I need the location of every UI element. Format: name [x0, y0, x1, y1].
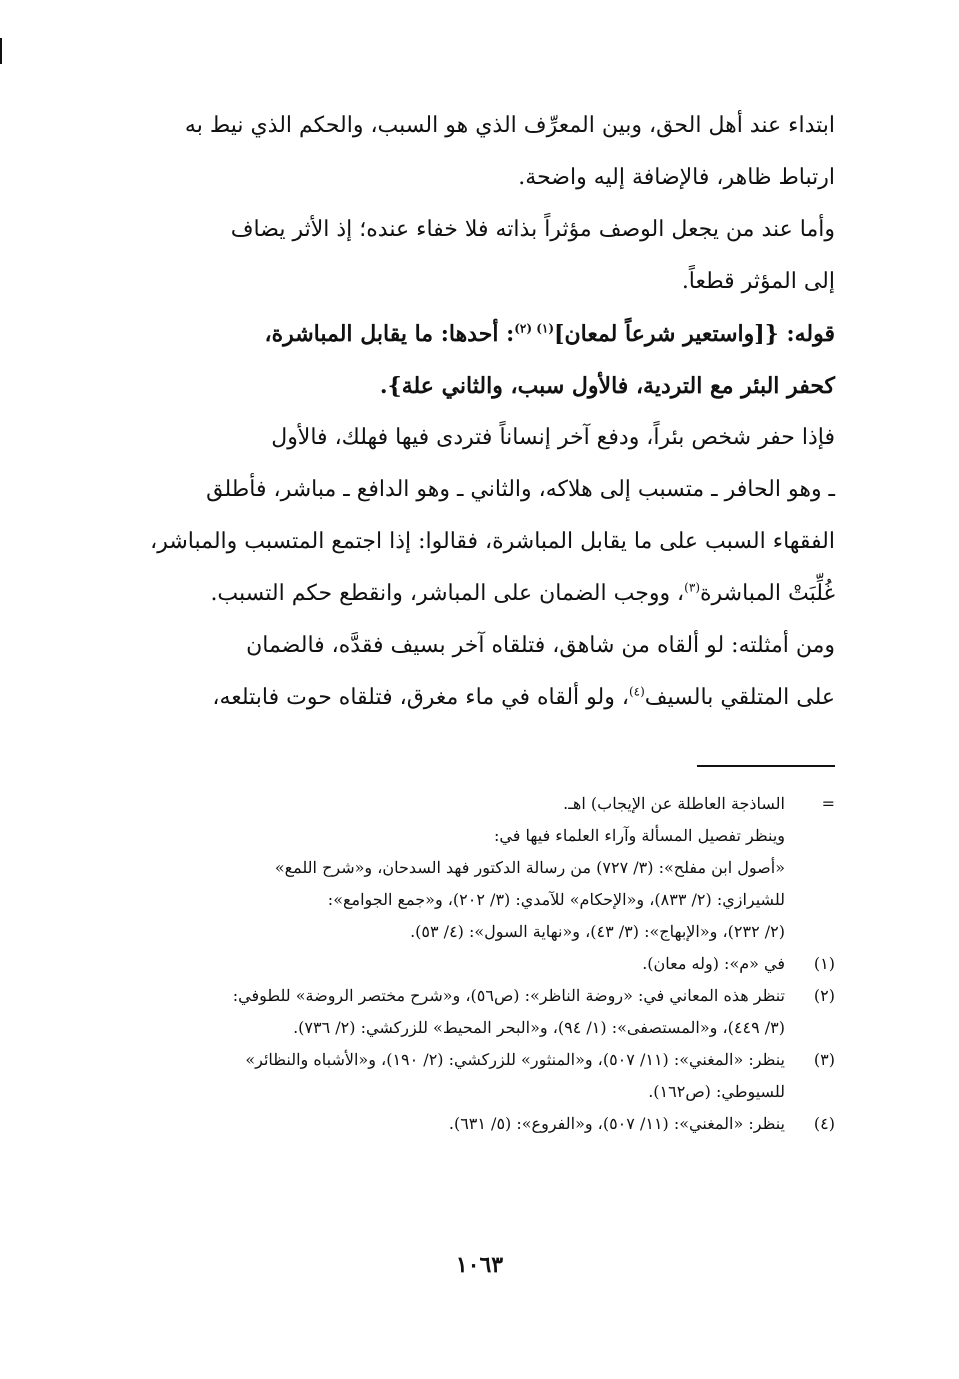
footnote-body: [137, 1108, 785, 1140]
page-number: ١٠٦٣: [455, 1252, 504, 1278]
text-line: فإذا حفر شخص بئراً، ودفع آخر إنساناً فتردى فيها فهلك، فالأول: [271, 425, 835, 450]
footnote-1: [137, 948, 835, 980]
quote-lead: قوله:: [778, 321, 835, 347]
footnote-body: [137, 980, 785, 1044]
paragraph: [137, 620, 835, 724]
footnote-line: في «م»: (وله معان).: [642, 954, 785, 973]
footnote-2: [137, 980, 835, 1044]
text-line: غُلِّبَتْ المباشرة: [700, 581, 835, 606]
text-line: ، ولو ألقاه في ماء مغرق، فتلقاه حوت فابتلعه،: [212, 685, 629, 710]
footnote-4: [137, 1108, 835, 1140]
footnote-line: ينظر: «المغني»: (١١/ ٥٠٧)، و«الفروع»: (٥/ ٦٣١).: [448, 1114, 785, 1133]
footnote-line: (٣/ ٤٤٩)، و«المستصفى»: (١/ ٩٤)، و«البحر المحيط» للزركشي: (٢/ ٧٣٦).: [293, 1018, 785, 1037]
text-line: ومن أمثلته: لو ألقاه من شاهق، فتلقاه آخر بسيف فقدَّه، فالضمان: [246, 633, 835, 658]
footnote-number: (٣): [813, 1050, 835, 1069]
main-text: [137, 100, 835, 724]
text-line: ارتباط ظاهر، فالإضافة إليه واضحة.: [518, 165, 835, 190]
paragraph: [137, 412, 835, 620]
footnote-line: تنظر هذه المعاني في: «روضة الناظر»: (ص٥٦)، و«شرح مختصر الروضة» للطوفي:: [232, 986, 785, 1005]
text-line: ابتداء عند أهل الحق، وبين المعرِّف الذي هو السبب، والحكم الذي نيط به: [184, 113, 835, 138]
page-edge-mark: [0, 38, 2, 64]
footnote-line: للسيوطي: (ص١٦٢).: [648, 1082, 785, 1101]
quote-open: {[واستعير شرعاً لمعان]: [554, 321, 779, 347]
text-line: على المتلقي بالسيف: [644, 685, 835, 710]
footnote-line: وينظر تفصيل المسألة وآراء العلماء فيها في:: [494, 826, 785, 845]
footnote-number: (٢): [813, 986, 835, 1005]
footnote-line: ينظر: «المغني»: (١١/ ٥٠٧)، و«المنثور» للزركشي: (٢/ ١٩٠)، و«الأشباه والنظائر»: [245, 1050, 785, 1069]
footnote-3: [137, 1044, 835, 1108]
footnote-ref: (١) (٢): [514, 321, 555, 336]
footnote-separator: [697, 765, 835, 767]
footnote-line: «أصول ابن مفلح»: (٣/ ٧٢٧) من رسالة الدكتور فهد السدحان، و«شرح اللمع»: [274, 858, 785, 877]
text-line: الفقهاء السبب على ما يقابل المباشرة، فقالوا: إذا اجتمع المتسبب والمباشر،: [150, 529, 835, 554]
quote-text: كحفر البئر مع التردية، فالأول سبب، والثاني علة}.: [379, 373, 835, 399]
footnotes: [137, 788, 835, 1140]
footnote-continued: [137, 788, 835, 948]
footnote-body: [137, 948, 785, 980]
text-line: إلى المؤثر قطعاً.: [681, 269, 835, 294]
footnote-body: [137, 788, 785, 948]
footnote-ref: (٣): [684, 580, 700, 595]
paragraph: [137, 100, 835, 204]
quoted-definition: [137, 308, 835, 412]
text-line: ، ووجب الضمان على المباشر، وانقطع حكم التسبب.: [210, 581, 685, 606]
footnote-line: (٢/ ٢٣٢)، و«الإبهاج»: (٣/ ٤٣)، و«نهاية السول»: (٤/ ٥٣).: [410, 922, 785, 941]
quote-text: : أحدها: ما يقابل المباشرة،: [264, 321, 515, 347]
footnote-number: (١): [813, 954, 835, 973]
footnote-ref: (٤): [628, 684, 645, 699]
paragraph: [137, 204, 835, 308]
text-line: ـ وهو الحافر ـ متسبب إلى هلاكه، والثاني ـ وهو الدافع ـ مباشر، فأطلق: [206, 477, 835, 502]
footnote-line: للشيرازي: (٢/ ٨٣٣)، و«الإحكام» للآمدي: (٣/ ٢٠٢)، و«جمع الجوامع»:: [327, 890, 785, 909]
continuation-marker: =: [821, 794, 835, 813]
footnote-line: الساذجة العاطلة عن الإيجاب) اهـ.: [563, 794, 785, 813]
footnote-body: [137, 1044, 785, 1108]
text-line: وأما عند من يجعل الوصف مؤثراً بذاته فلا خفاء عنده؛ إذ الأثر يضاف: [230, 217, 835, 242]
footnote-number: (٤): [813, 1114, 835, 1133]
